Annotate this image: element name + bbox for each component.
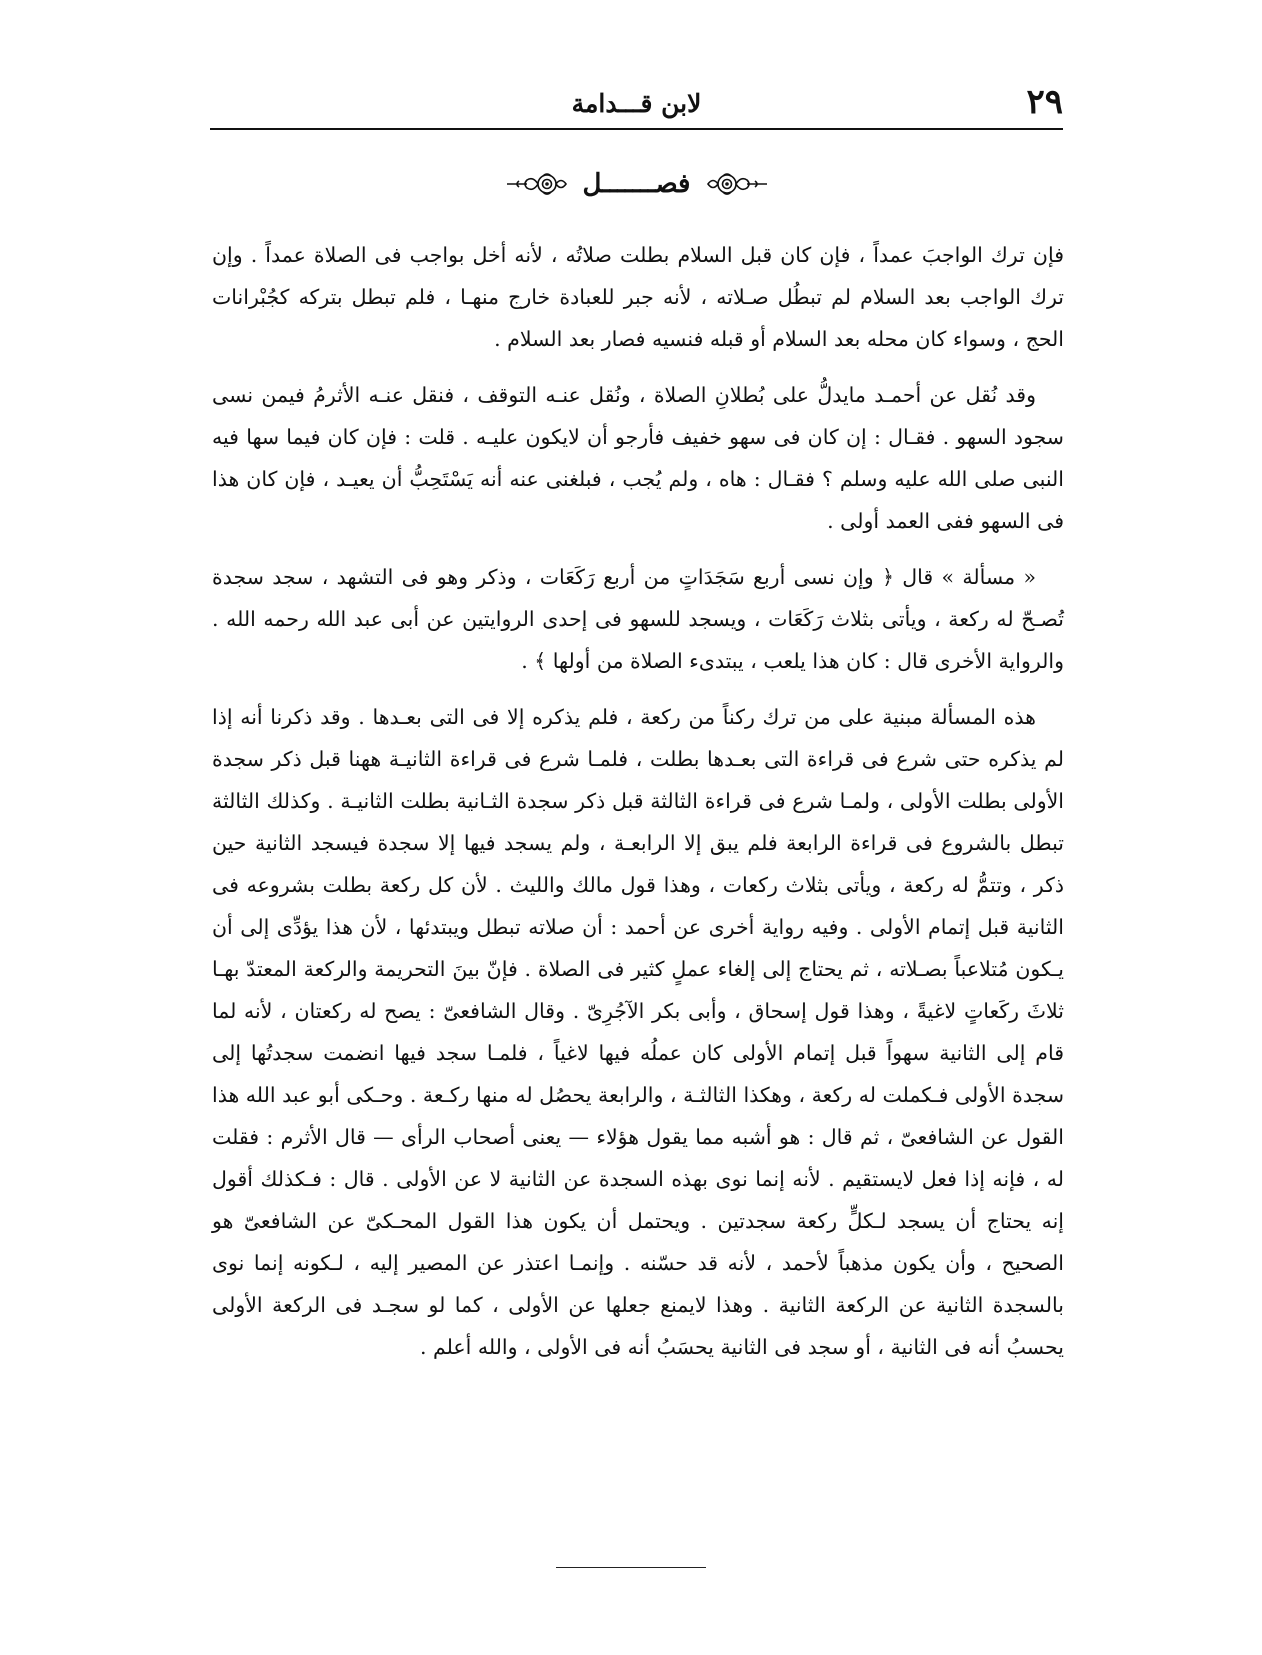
- header-rule: [210, 128, 1063, 130]
- section-heading: [210, 162, 1063, 206]
- running-header: [210, 82, 1063, 126]
- arabesque-ornament-icon: [505, 171, 569, 197]
- footnote-separator: [556, 1567, 706, 1568]
- paragraph: « مسألة » قال ﴿ وإن نسى أربع سَجَدَاتٍ من أربع رَكَعَات ، وذكر وهو فى التشهد ، سجد سجدة تُصـحّ له ركعة ، ويأتى بثلاث رَكَعَات ، ويسجد للسهو فى إحدى الروايتين عن أبى عبد الله رحمه الله . والرواية الأخرى قال : كان هذا يلعب ، يبتدىء الصلاة من أولها ﴾ .: [212, 565, 1064, 673]
- running-title: لابن قـــدامة: [571, 89, 702, 118]
- page-number: ٢٩: [1026, 82, 1063, 122]
- paragraph: هذه المسألة مبنية على من ترك ركناً من ركعة ، فلم يذكره إلا فى التى بعـدها . وقد ذكرنا أنه إذا لم يذكره حتى شرع فى قراءة التى بعـدها بطلت ، فلمـا شرع فى قراءة الثانيـة ههنا قبل ذكر سجدة الأولى بطلت الأولى ، ولمـا شرع فى قراءة الثالثة قبل ذكر سجدة الثـانية بطلت الثانيـة . وكذلك الثالثة تبطل بالشروع فى قراءة الرابعة فلم يبق إلا الرابعـة ، ولم يسجد فيها إلا سجدة فيسجد الثانية حين ذكر ، وتتمُّ له ركعة ، ويأتى بثلاث ركعات ، وهذا قول مالك والليث . لأن كل ركعة بطلت بشروعه فى الثانية قبل إتمام الأولى . وفيه رواية أخرى عن أحمد : أن صلاته تبطل ويبتدئها ، لأن هذا يؤدِّى إلى أن يـكون مُتلاعباً بصـلاته ، ثم يحتاج إلى إلغاء عملٍ كثير فى الصلاة . فإنّ بينَ التحريمة والركعة المعتدّ بهـا ثلاثَ ركَعاتٍ لاغيةً ، وهذا قول إسحاق ، وأبى بكر الآجُرِىّ . وقال الشافعىّ : يصح له ركعتان ، لأنه لما قام إلى الثانية سهواً قبل إتمام الأولى كان عملُه فيها لاغياً ، فلمـا سجد فيها انضمت سجدتُها إلى سجدة الأولى فـكملت له ركعة ، وهكذا الثالثـة ، والرابعة يحصُل له منها ركـعة . وحـكى أبو عبد الله هذا القول عن الشافعىّ ، ثم قال : هو أشبه مما يقول هؤلاء — يعنى أصحاب الرأى — قال الأثرم : فقلت له ، فإنه إذا فعل لايستقيم . لأنه إنما نوى بهذه السجدة عن الثانية لا عن الأولى . قال : فـكذلك أقول إنه يحتاج أن يسجد لـكلٍّ ركعة سجدتين . ويحتمل أن يكون هذا القول المحـكىّ عن الشافعىّ هو الصحيح ، وأن يكون مذهباً لأحمد ، لأنه قد حسّنه . وإنمـا اعتذر عن المصير إليه ، لـكونه إنما نوى بالسجدة الثانية عن الركعة الثانية . وهذا لايمنع جعلها عن الأولى ، كما لو سجـد فى الركعة الأولى يحسبُ أنه فى الثانية ، أو سجد فى الثانية يحسَبُ أنه فى الأولى ، والله أعلم .: [212, 705, 1064, 1359]
- arabesque-ornament-icon: [705, 171, 769, 197]
- paragraph: وقد نُقل عن أحمـد مايدلُّ على بُطلانِ الصلاة ، ونُقل عنـه التوقف ، فنقل عنـه الأثرمُ فيمن نسى سجود السهو . فقـال : إن كان فى سهو خفيف فأرجو أن لايكون عليـه . قلت : فإن كان فيما سها فيه النبى صلى الله عليه وسلم ؟ فقـال : هاه ، ولم يُجب ، فبلغنى عنه أنه يَسْتَحِبُّ أن يعيـد ، فإن كان هذا فى السهو ففى العمد أولى .: [212, 383, 1064, 533]
- body-text: [212, 234, 1064, 1382]
- paragraph: فإن ترك الواجبَ عمداً ، فإن كان قبل السلام بطلت صلاتُه ، لأنه أخل بواجب فى الصلاة عمداً . وإن ترك الواجب بعد السلام لم تبطُل صـلاته ، لأنه جبر للعبادة خارج منهـا ، فلم تبطل بتركه كجُبْرانات الحج ، وسواء كان محله بعد السلام أو قبله فنسيه فصار بعد السلام .: [212, 243, 1064, 351]
- section-title: فصـــــــل: [582, 169, 691, 199]
